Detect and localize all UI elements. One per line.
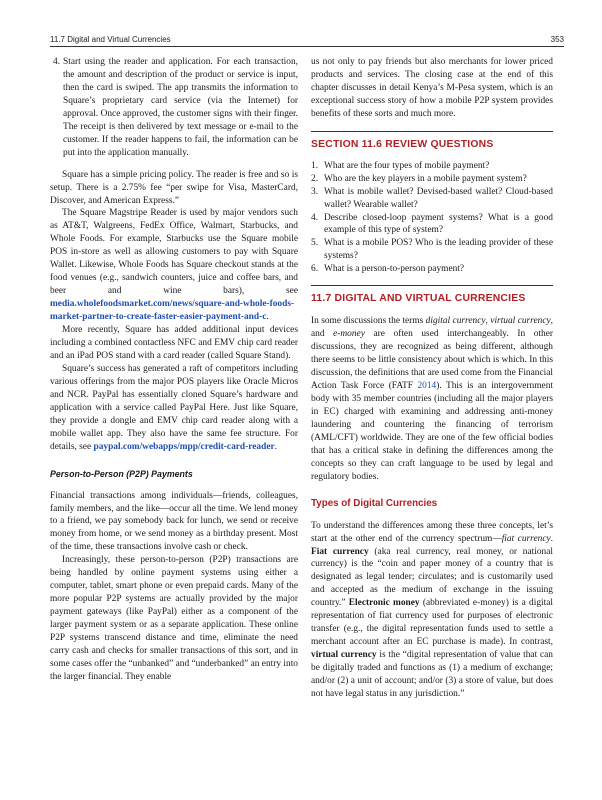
section-117-rule [311, 285, 553, 286]
review-question [311, 212, 553, 238]
paragraph-definitions [311, 315, 553, 483]
term-virtual-currency-bold: virtual currency [311, 650, 377, 661]
definitions-text: are often used interchangeably. In other discussions, they are recognized as being different, although there seems to be little consistency about which is which. In this discussion, the definitions that are used come from the Financial Action Task Force (FATF [311, 329, 553, 392]
paragraph-pricing: Square has a simple pricing policy. The reader is free and so is setup. There is a 2.75% fee “per swipe for Visa, MasterCard, Discover, and American Express.” [50, 169, 298, 206]
header-section-label: 11.7 Digital and Virtual Currencies [50, 35, 171, 44]
header-rule [50, 46, 564, 47]
question-text: What is a person-to-person payment? [324, 264, 465, 275]
term-electronic-money: Electronic money [348, 598, 420, 609]
step-4-number: 4. [53, 57, 61, 67]
term-fiat-bold: Fiat currency [311, 546, 369, 557]
review-rule [311, 131, 553, 132]
question-text: Who are the key players in a mobile payment system? [324, 173, 527, 184]
p2p-heading: Person-to-Person (P2P) Payments [50, 468, 193, 479]
review-question [311, 263, 553, 276]
types-heading: Types of Digital Currencies [311, 497, 438, 509]
paragraph-top-right: us not only to pay friends but also merchants for lower priced products and services. The closing case at the end of this chapter discusses in detail Kenya’s M-Pesa system, which is an exceptional success story of how a mobile P2P system provides benefits of these sorts and much more. [311, 57, 553, 119]
paypal-link[interactable]: paypal.com/webapps/mpp/credit-card-reader [93, 441, 275, 452]
question-text: Describe closed-loop payment systems? What is a good example of this type of system? [324, 212, 553, 236]
section-117-heading: 11.7 DIGITAL AND VIRTUAL CURRENCIES [311, 293, 526, 305]
types-text: is the “digital representation of value that can be digitally traded and functions as (1) a medium of exchange; and/or (2) a unit of account; and/or (3) a store of value, but does not have legal status in any jurisdiction.” [311, 650, 553, 699]
term-virtual-currency: virtual currency [490, 316, 551, 327]
review-question [311, 160, 553, 173]
review-questions-list [311, 160, 553, 277]
review-questions-heading: SECTION 11.6 REVIEW QUESTIONS [311, 138, 494, 150]
page-number: 353 [550, 35, 564, 44]
competitors-text: Square’s success has generated a raft of competitors including various offerings from the major POS players like Oracle Micros and NCR. PayPal has essentially cloned Square’s hardware and application with a service called PayPal Here. Just like Square, they provide a dongle and EMV chip card reader along with a mobile wallet app. They also have the same fee structure. For details, see [50, 363, 298, 452]
question-text: What is mobile wallet? Devised-based wallet? Cloud-based wallet? Wearable wallet? [324, 186, 553, 210]
merchants-text: The Square Magstripe Reader is used by major vendors such as AT&T, Walgreens, FedEx Office, Walmart, Starbucks, and Whole Foods. For example, Starbucks use the Square mobile POS in-store as well as allowing customers to pay with Square Wallet. Likewise, Whole Foods has Square checkout stands at the food venues (e.g., sandwich counters, juice and coffee bars, and beer and wine bars), see [50, 208, 298, 297]
term-fiat-italic: fiat currency [501, 533, 551, 544]
term-digital-currency: digital currency [425, 316, 486, 327]
question-number: 2. [311, 173, 319, 184]
merchants-end: . [266, 312, 269, 323]
question-number: 1. [311, 160, 319, 171]
competitors-end: . [274, 441, 277, 452]
paragraph-competitors [50, 363, 298, 454]
definitions-text: In some discussions the terms [311, 316, 426, 327]
step-4-item [50, 56, 298, 160]
step-4-text: Start using the reader and application. For each transaction, the amount and description of the product or service is input, then the card is swiped. The app transmits the information to Square’s proprietary card service (via the Internet) for approval. Once approved, the customer signs with their finger. The receipt is then delivered by text message or e-mail to the customer. If the reader happens to fail, the information can be put into the application manually. [63, 57, 298, 158]
review-question [311, 237, 553, 263]
definitions-text: ). This is an intergovernment body with 35 member countries (including all the major players in EC) charged with examining and addressing anti-money laundering and countering the financing of terrorism (AML/CFT) worldwide. They are one of the few official bodies that has a critical stake in defining the differences among the concepts so they can craft language to be used by legal and regulatory bodies. [311, 381, 553, 482]
types-text: . [550, 533, 553, 544]
types-text: (aka real currency, real money, or national currency) is the “coin and paper money of a country that is designated as legal tender; circulates; and is customarily used and accepted as the medium of exchange in the issuing country.” [311, 546, 553, 609]
term-e-money: e-money [333, 329, 365, 340]
question-number: 4. [311, 212, 319, 223]
question-text: What is a mobile POS? Who is the leading provider of these systems? [324, 238, 553, 262]
paragraph-types [311, 520, 553, 701]
definitions-text: , [485, 316, 491, 327]
review-question [311, 186, 553, 212]
citation-fatf-year[interactable]: 2014 [417, 381, 437, 392]
right-column [311, 56, 553, 701]
paragraph-p2p-1: Financial transactions among individuals—friends, colleagues, family members, and the like—occur all the time. We lend money to a friend, we pay somebody back for lunch, we send or receive money from home, or we send money as a birthday present. Most of the time, these transactions involve cash or check. [50, 490, 298, 553]
types-text: To understand the differences among these three concepts, let’s start at the other end of the currency spectrum— [311, 520, 553, 544]
definitions-text: , and [311, 316, 554, 340]
question-number: 3. [311, 186, 319, 197]
question-number: 6. [311, 264, 319, 275]
left-column [50, 56, 298, 684]
types-text: (abbreviated e-money) is a digital representation of fiat currency used for purposes of electronic transfer (e.g., the digital representation funds used to settle a merchant account after an EC purchase is made). In contrast, [311, 598, 553, 648]
paragraph-p2p-2: Increasingly, these person-to-person (P2P) transactions are being handled by online payment systems using either a computer, tablet, smart phone or even prepaid cards. Many of the more popular P2P systems are actually provided by the major payment gateways (like PayPal) either as a component of the larger payment system or as a separate application. These online P2P systems transcend distance and time, eliminate the need carry cash and checks for smaller transactions of this sort, and in some cases offer the “unbanked” and “underbanked” an entry into the larger financial. They enable [50, 555, 298, 682]
question-number: 5. [311, 238, 319, 249]
paragraph-merchants [50, 207, 298, 324]
question-text: What are the four types of mobile payment? [324, 160, 490, 171]
review-question [311, 173, 553, 186]
running-header [36, 33, 566, 47]
paragraph-recent-devices: More recently, Square has added additional input devices including a combined contactless NFC and EMV chip card reader and an iPad POS stand with a card reader (called Square Stand). [50, 325, 298, 361]
wholefoods-link[interactable]: media.wholefoodsmarket.com/news/square-and-whole-foods-market-partner-to-create-faster-easier-payment-and-c [50, 299, 295, 323]
